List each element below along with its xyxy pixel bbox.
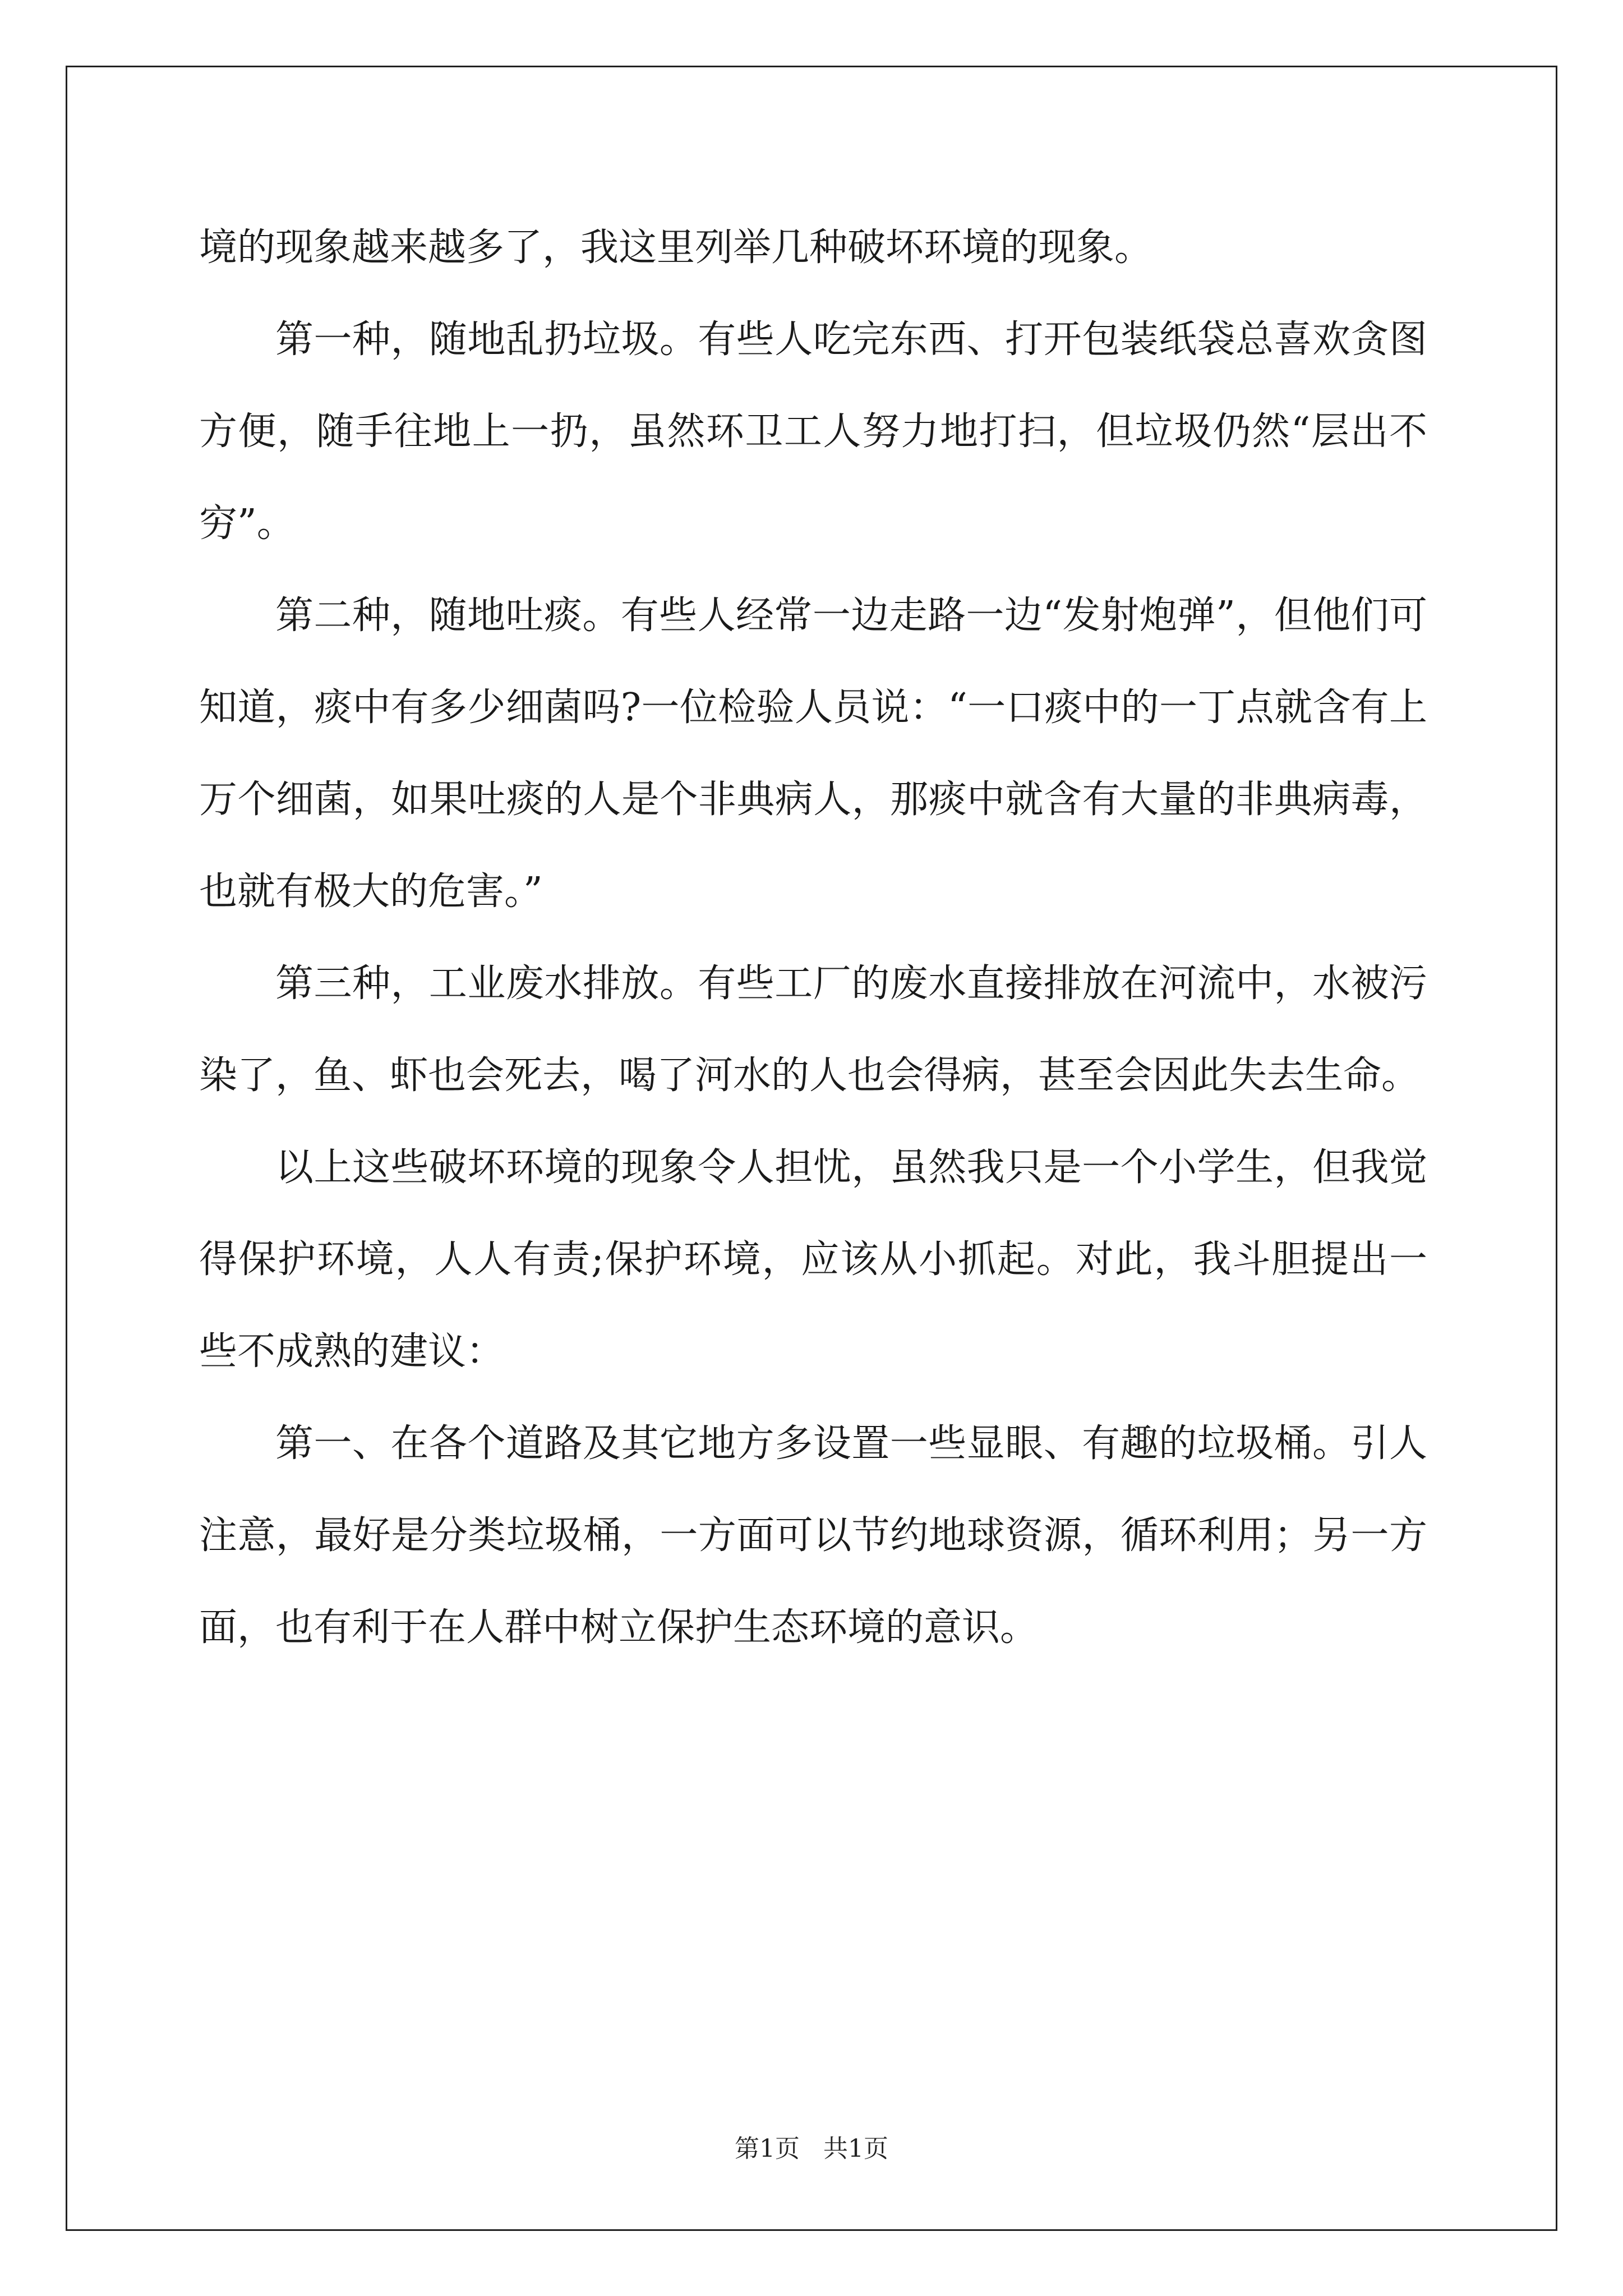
paragraph-third-type-wastewater: 第三种，工业废水排放。有些工厂的废水直接排放在河流中，水被污染了，鱼、虾也会死去，喝了河水的人也会得病，甚至会因此失去生命。 bbox=[199, 961, 1427, 1098]
paragraph-second-type-spitting: 第二种，随地吐痰。有些人经常一边走路一边“发射炮弹”，但他们可知道，痰中有多少细菌吗?一位检验人员说：“一口痰中的一丁点就含有上万个细菌，如果吐痰的人是个非典病人，那痰中就含有大量的非典病毒，也就有极大的危害。” bbox=[199, 593, 1427, 914]
paragraph-first-type-littering: 第一种，随地乱扔垃圾。有些人吃完东西、打开包装纸袋总喜欢贪图方便，随手往地上一扔，虽然环卫工人努力地打扫，但垃圾仍然“层出不穷”。 bbox=[199, 318, 1427, 546]
paragraph-continued: 境的现象越来越多了，我这里列举几种破坏环境的现象。 bbox=[199, 226, 1153, 270]
document-body bbox=[199, 202, 1427, 1674]
paragraph-suggestion-one: 第一、在各个道路及其它地方多设置一些显眼、有趣的垃圾桶。引人注意，最好是分类垃圾桶，一方面可以节约地球资源，循环利用；另一方面，也有利于在人群中树立保护生态环境的意识。 bbox=[199, 1421, 1427, 1650]
page-footer: 第1页 共1页 bbox=[735, 2134, 888, 2163]
paragraph-suggestions-intro: 以上这些破坏环境的现象令人担忧，虽然我只是一个小学生，但我觉得保护环境，人人有责;保护环境，应该从小抓起。对此，我斗胆提出一些不成熟的建议： bbox=[199, 1145, 1427, 1374]
